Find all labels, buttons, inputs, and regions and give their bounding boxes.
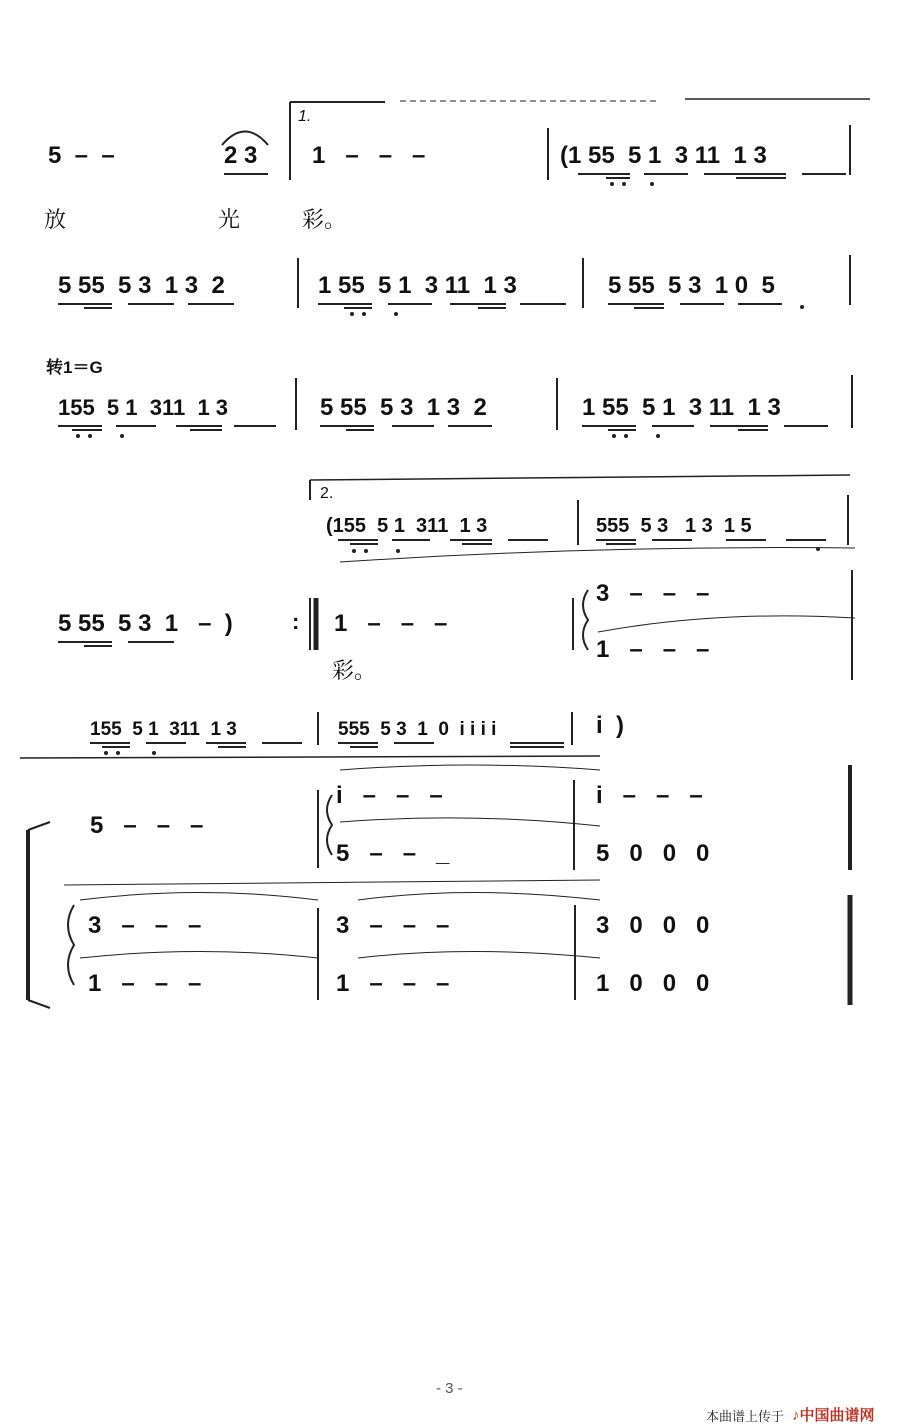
volta-2: 2. [320,485,334,502]
lyric-1: 放 [44,208,67,233]
notes-r8-top3: 3 0 0 0 [596,912,710,939]
notes-r6-m3: i ) [596,712,624,739]
notes-r6-m2: 555 5 3 1 0 i i i i [338,719,497,740]
notes-r7-m1: 5 – – – [90,812,204,839]
page-number: - 3 - [436,1380,463,1397]
notes-r3-m1: 155 5 1 311 1 3 [58,395,229,420]
notes-r7-bot2: 5 – – _ [336,840,450,867]
notes-r2-m2: 1 55 5 1 3 11 1 3 [318,272,517,299]
lyric-3: 彩。 [302,208,347,233]
notes-r1-d: (1 55 5 1 3 11 1 3 [560,142,767,169]
notes-r8-bot1: 1 – – – [88,970,202,997]
notes-r2-m1: 5 55 5 3 1 3 2 [58,272,225,299]
notes-r8-top2: 3 – – – [336,912,450,939]
notes-r5-m2: 1 – – – [334,610,448,637]
notes-r8-bot2: 1 – – – [336,970,450,997]
notes-r6-m1: 155 5 1 311 1 3 [90,719,237,740]
notes-r7-bot3: 5 0 0 0 [596,840,710,867]
notes-r2-m3: 5 55 5 3 1 0 5 [608,272,775,299]
lyric-2: 光 [218,208,241,233]
site-logo-text: 中国曲谱网 [799,1407,875,1424]
notes-r4-m2: 555 5 3 1 3 1 5 [596,515,752,537]
notes-r3-m2: 5 55 5 3 1 3 2 [320,394,487,421]
notes-r1-a: 5 – – [48,142,115,169]
notes-r8-top1: 3 – – – [88,912,202,939]
volta-1: 1. [298,108,312,125]
notes-r7-top3: i – – – [596,782,703,809]
notes-r7-top2: i – – – [336,782,443,809]
music-note-icon: ♪ [792,1407,800,1424]
notes-r5-top: 3 – – – [596,580,710,607]
notes-r8-bot3: 1 0 0 0 [596,970,710,997]
upload-text: 本曲谱上传于 [706,1409,785,1424]
notes-r1-c: 1 – – – [312,142,426,169]
notes-r3-m3: 1 55 5 1 3 11 1 3 [582,394,781,421]
key-change: 转1＝G [46,358,103,377]
lyric-4: 彩。 [332,659,377,684]
repeat-sign: : [292,609,300,634]
notes-r1-b: 2 3 [224,142,258,169]
site-logo[interactable] [792,1404,875,1425]
notes-r5-bottom: 1 – – – [596,636,710,663]
notes-r5-m1: 5 55 5 3 1 – ) [58,610,233,637]
notes-r4-m1: (155 5 1 311 1 3 [326,515,488,537]
